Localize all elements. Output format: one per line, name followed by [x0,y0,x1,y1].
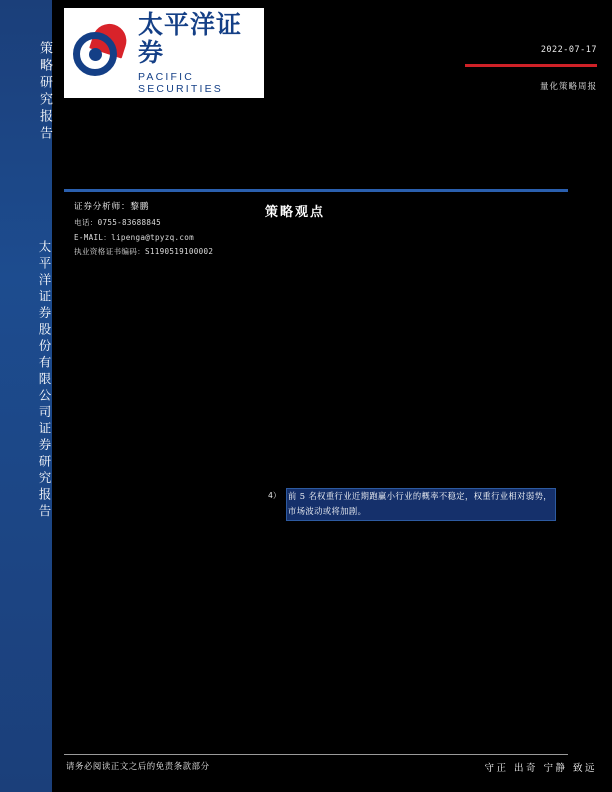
analyst-phone: 电话：0755-83688845 [74,217,162,227]
paragraph-number: 4） [268,491,281,500]
report-date: 2022-07-17 [540,45,597,55]
band-label-bottom: 太平洋证券股份有限公司证券研究报告 [37,239,52,521]
paragraph-text: 前 5 名权重行业近期跑赢小行业的概率不稳定，权重行业相对弱势，市场波动或将加剧。 [286,488,556,521]
analyst-name: 证券分析师：黎鹏 [74,202,150,212]
section-title: 策略观点 [265,205,326,220]
header-blue-rule [64,189,568,192]
analyst-info-block [74,199,213,260]
header-red-rule [465,64,597,67]
analyst-email: E-MAIL：lipenga@tpyzq.com [74,232,194,242]
pacific-securities-mark-icon [70,22,132,84]
left-vertical-band [0,0,52,792]
document-page [52,0,612,792]
numbered-paragraph [268,488,568,521]
logo-text [138,11,264,95]
footer-divider [64,754,568,755]
analyst-license: 执业资格证书编码：S1190519100002 [74,247,214,257]
logo-chinese-name: 太平洋证券 [138,10,243,67]
band-label-top: 策略研究报告 [37,41,52,143]
footer-brand-slogan: 守正 出奇 宁静 致远 [484,763,597,774]
report-type-tag: 量化策略周报 [539,82,597,92]
logo-english-name: PACIFIC SECURITIES [138,71,224,95]
company-logo [64,8,264,98]
footer-disclaimer: 请务必阅读正文之后的免责条款部分 [66,761,210,771]
